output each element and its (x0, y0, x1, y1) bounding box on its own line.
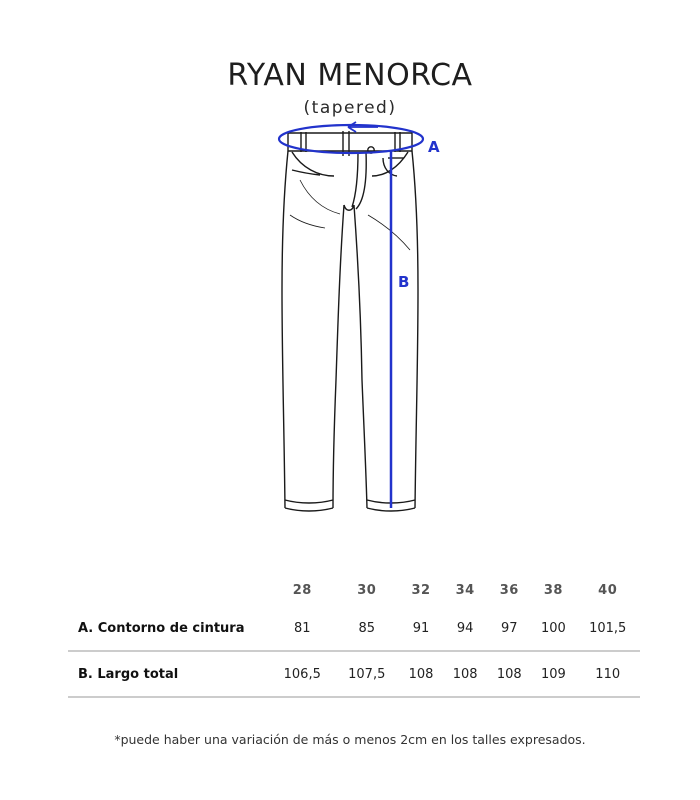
size-header: 38 (543, 582, 563, 598)
row-label: A. Contorno de cintura (68, 606, 270, 651)
table-cell: 108 (443, 651, 487, 697)
table-cell: 108 (399, 651, 443, 697)
footnote: *puede haber una variación de más o menos 2cm en los talles expresados. (114, 732, 586, 747)
size-header: 32 (411, 582, 431, 598)
table-cell: 91 (399, 606, 443, 651)
size-header: 36 (499, 582, 519, 598)
size-chart-table (68, 574, 640, 698)
table-cell: 107,5 (335, 651, 400, 697)
table-cell: 108 (487, 651, 531, 697)
size-header: 34 (455, 582, 475, 598)
table-cell: 109 (531, 651, 575, 697)
size-header: 28 (292, 582, 312, 598)
table-cell: 106,5 (270, 651, 335, 697)
size-header: 30 (357, 582, 377, 598)
size-header: 40 (598, 582, 618, 598)
table-cell: 97 (487, 606, 531, 651)
table-cell: 85 (335, 606, 400, 651)
table-cell: 81 (270, 606, 335, 651)
label-b: B (398, 273, 410, 291)
table-cell: 110 (575, 651, 640, 697)
product-fit: (tapered) (303, 98, 397, 118)
row-label: B. Largo total (68, 651, 270, 697)
table-cell: 100 (531, 606, 575, 651)
table-row-length (68, 651, 640, 697)
size-header-row (68, 574, 640, 606)
table-cell: 94 (443, 606, 487, 651)
header-corner (68, 574, 270, 606)
table-cell: 101,5 (575, 606, 640, 651)
table-row-waist (68, 606, 640, 651)
product-title: RYAN MENORCA (227, 58, 473, 93)
label-a: A (428, 138, 440, 156)
pants-outline (282, 131, 418, 511)
waist-arrow-icon (348, 122, 378, 132)
